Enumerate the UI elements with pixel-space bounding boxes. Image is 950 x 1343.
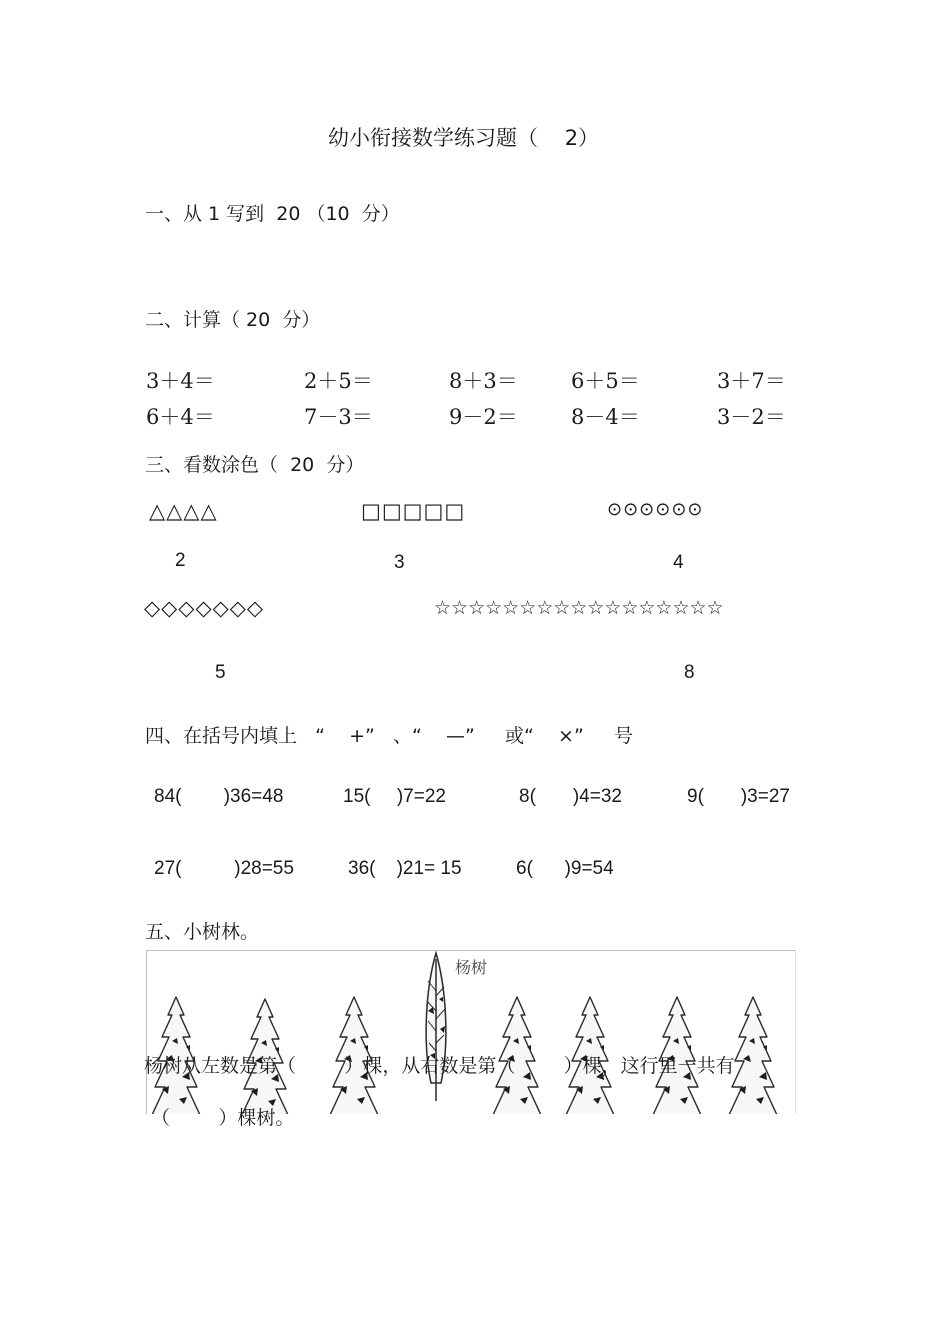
color-count: 3 [394,552,405,573]
calc-item: 6＋5＝ [571,369,640,393]
equation: 36( )21= 15 [348,858,462,879]
poplar-tree [426,953,446,1101]
section1-heading: 一、从 1 写到 20 （10 分） [145,203,400,225]
calc-item: 6＋4＝ [146,405,215,429]
calc-item: 3－2＝ [717,405,786,429]
circle-dot-shapes: ⊙⊙⊙⊙⊙⊙ [607,499,704,520]
triangle-shapes: △△△△ [149,499,218,523]
section4-heading: 四、在括号内填上 “ +” 、“ —” 或“ ×” 号 [145,725,634,747]
color-count: 4 [673,552,684,573]
section2-heading: 二、计算（ 20 分） [145,309,321,331]
color-count: 2 [175,550,186,571]
equation: 84( )36=48 [154,786,284,807]
forest-question-line2: （ ）棵树。 [151,1107,295,1129]
calc-item: 3＋7＝ [717,369,786,393]
equation: 9( )3=27 [687,786,790,807]
star-shapes: ☆☆☆☆☆☆☆☆☆☆☆☆☆☆☆☆☆ [434,597,724,619]
poplar-label: 杨树 [455,958,488,977]
calc-item: 2＋5＝ [304,369,373,393]
page-title: 幼小衔接数学练习题（ 2） [328,126,600,150]
calc-item: 3＋4＝ [146,369,215,393]
color-count: 5 [215,662,226,683]
color-count: 8 [684,662,695,683]
calc-item: 7－3＝ [304,405,373,429]
calc-item: 8＋3＝ [449,369,518,393]
section3-heading: 三、看数涂色（ 20 分） [145,454,365,476]
forest-question-line1: 杨树从左数是第（ ）棵，从右数是第（ ）棵，这行里一共有 [144,1055,735,1077]
calc-item: 9－2＝ [449,405,518,429]
calc-item: 8－4＝ [571,405,640,429]
equation: 6( )9=54 [516,858,614,879]
equation: 15( )7=22 [343,786,446,807]
equation: 27( )28=55 [154,858,294,879]
diamond-shapes: ◇◇◇◇◇◇◇ [144,596,265,620]
forest-illustration [146,950,796,1114]
square-shapes: □□□□□ [361,499,466,523]
equation: 8( )4=32 [519,786,622,807]
section5-heading: 五、小树林。 [145,921,260,943]
